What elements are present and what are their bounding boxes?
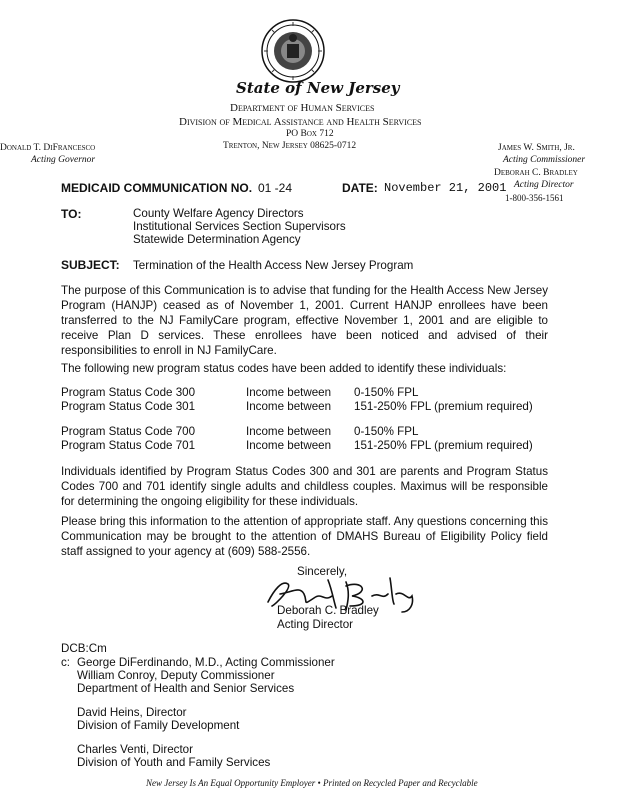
communication-number: 01 -24 [258, 181, 293, 195]
cc-line: Division of Youth and Family Services [77, 756, 271, 769]
communication-label: MEDICAID COMMUNICATION NO. [61, 181, 253, 195]
closing-sincerely: Sincerely, [297, 565, 348, 578]
code-range: 151-250% FPL (premium required) [354, 439, 533, 452]
footer-text: New Jersey Is An Equal Opportunity Employer • Printed on Recycled Paper and Recyclable [146, 778, 478, 788]
department-name: Department of Human Services [230, 102, 375, 114]
code-income: Income between [246, 439, 332, 452]
governor-title: Acting Governor [31, 155, 96, 165]
state-title: State of New Jersey [236, 79, 400, 97]
code-range: 151-250% FPL (premium required) [354, 400, 533, 413]
paragraph-purpose: The purpose of this Communication is to advise that funding for the Health Access New Jersey Program (HANJP) ceased as of November 1, 2001. Current HANJP enrollees have been transferred to the NJ FamilyCare program, effective November 1, 2001 and are eligible to receive Plan D services. These enrollees have been noticed and advised of their responsibilities to enroll in NJ FamilyCare. [61, 284, 548, 357]
po-box: PO Box 712 [286, 129, 334, 139]
signer-title: Acting Director [277, 618, 354, 631]
to-label: TO: [61, 207, 82, 221]
date-value: November 21, 2001 [384, 181, 507, 195]
code-label: Program Status Code 300 [61, 386, 196, 399]
cc-line: Charles Venti, Director [77, 743, 193, 756]
cc-prefix: c: [61, 656, 71, 669]
governor-name: Donald T. DiFrancesco [0, 143, 96, 153]
director-title: Acting Director [514, 180, 574, 190]
cc-line: Department of Health and Senior Services [77, 682, 295, 695]
code-label: Program Status Code 700 [61, 425, 196, 438]
code-label: Program Status Code 701 [61, 439, 196, 452]
subject-text: Termination of the Health Access New Jersey Program [133, 259, 414, 272]
date-label: DATE: [342, 181, 378, 195]
paragraph-codes-intro: The following new program status codes have been added to identify these individuals: [61, 362, 507, 375]
to-line: Statewide Determination Agency [133, 233, 301, 246]
phone-number: 1-800-356-1561 [505, 193, 564, 203]
code-income: Income between [246, 400, 332, 413]
division-name: Division of Medical Assistance and Health Services [179, 116, 422, 128]
code-income: Income between [246, 425, 332, 438]
director-name: Deborah C. Bradley [494, 168, 578, 178]
commissioner-title: Acting Commissioner [503, 155, 586, 165]
initials: DCB:Cm [61, 642, 107, 655]
code-label: Program Status Code 301 [61, 400, 196, 413]
cc-line: William Conroy, Deputy Commissioner [77, 669, 275, 682]
cc-line: George DiFerdinando, M.D., Acting Commissioner [77, 656, 335, 669]
to-line: County Welfare Agency Directors [133, 207, 304, 220]
signer-name: Deborah C. Bradley [277, 604, 379, 617]
code-income: Income between [246, 386, 332, 399]
paragraph-instructions: Please bring this information to the attention of appropriate staff. Any questions concerning this Communication may be brought to the attention of DMAHS Bureau of Eligibility Policy field staff assigned to your agency at (609) 588-2556. [61, 515, 548, 558]
cc-line: David Heins, Director [77, 706, 187, 719]
city-address: Trenton, New Jersey 08625-0712 [223, 141, 357, 151]
code-range: 0-150% FPL [354, 425, 419, 438]
cc-line: Division of Family Development [77, 719, 240, 732]
paragraph-individuals: Individuals identified by Program Status Codes 300 and 301 are parents and Program Status Codes 700 and 701 identify single adults and childless couples. Maximus will be responsible for determining the ongoing eligibility for these individuals. [61, 465, 548, 508]
commissioner-name: James W. Smith, Jr. [498, 143, 575, 153]
subject-label: SUBJECT: [61, 258, 120, 272]
code-range: 0-150% FPL [354, 386, 419, 399]
to-line: Institutional Services Section Supervisors [133, 220, 346, 233]
state-seal [260, 18, 326, 84]
